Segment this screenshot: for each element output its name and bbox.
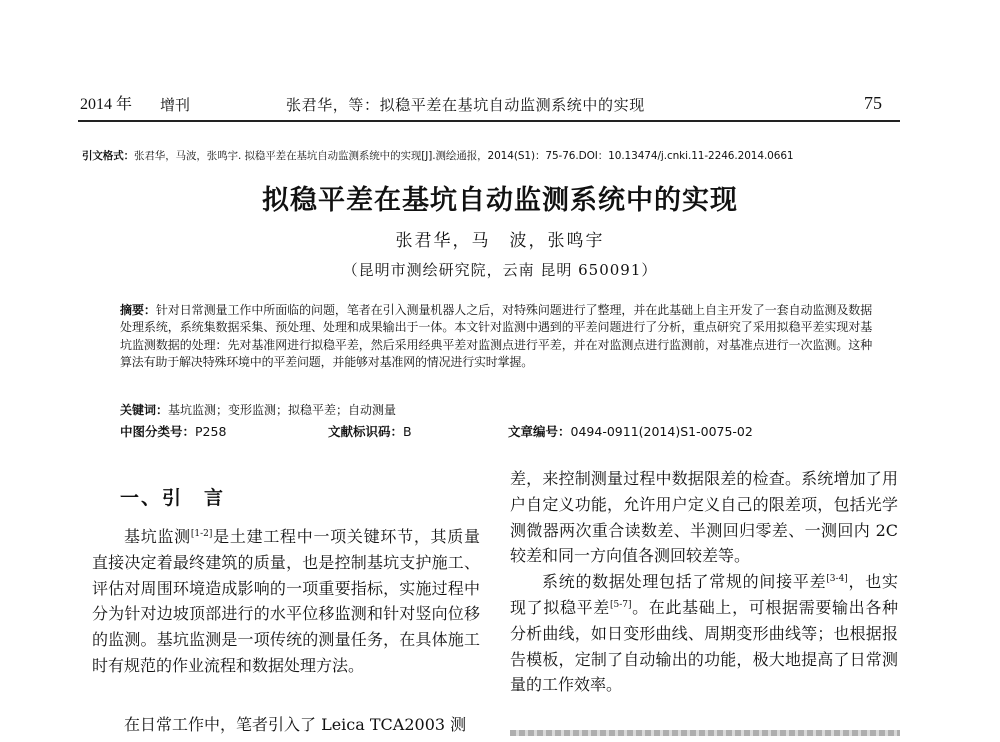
article-affiliation: （昆明市测绘研究院，云南 昆明 650091）	[342, 261, 658, 279]
header-issue: 增刊	[160, 96, 191, 114]
document-code-label: 文献标识码：	[328, 424, 404, 439]
body-paragraph	[510, 569, 898, 698]
body-paragraph-start: 在日常工作中，笔者引入了 Leica TCA2003 测	[124, 715, 467, 734]
document-code-value: B	[403, 424, 412, 439]
body-paragraph: 差，来控制测量过程中数据限差的检查。系统增加了用户自定义功能，允许用户定义自己的限差项，包括光学测微器两次重合读数差、半测回归零差、一测回内 2C 较差和同一方向值各测回较差等。	[510, 469, 898, 566]
article-number-value: 0494-0911(2014)S1-0075-02	[570, 424, 753, 439]
header-year: 2014 年	[80, 96, 133, 113]
header-rule	[78, 120, 900, 122]
clc-label: 中图分类号：	[120, 424, 196, 439]
body-text: 。在此基础上，可根据需要输出各种分析曲线，如日变形曲线、周期变形曲线等；也根据报告模板，定制了自动输出的功能，极大地提高了日常测量的工作效率。	[510, 597, 898, 695]
reference-marker: [5-7]	[609, 599, 632, 610]
abstract	[120, 302, 872, 371]
reference-marker: [3-4]	[826, 574, 848, 585]
body-column-left	[92, 524, 480, 679]
citation-line	[82, 149, 794, 163]
header-running-title: 张君华，等：拟稳平差在基坑自动监测系统中的实现	[286, 96, 645, 114]
clc-number	[120, 424, 226, 440]
citation-text: 张君华，马波，张鸣宇. 拟稳平差在基坑自动监测系统中的实现[J].测绘通报，2014(S1)：75-76.DOI：10.13474/j.cnki.11-2246.2014.0661	[134, 150, 794, 162]
article-authors: 张君华，马 波，张鸣宇	[395, 231, 605, 251]
body-column-right	[510, 466, 898, 698]
clc-value: P258	[195, 424, 227, 439]
body-text: ，也实现了拟稳平差	[510, 572, 898, 617]
reference-marker: [1-2]	[190, 529, 213, 539]
article-title: 拟稳平差在基坑自动监测系统中的实现	[262, 185, 738, 216]
document-code	[328, 424, 412, 440]
scan-artifact-bar	[510, 730, 900, 736]
keywords-label: 关键词：	[120, 403, 169, 417]
body-text: 系统的数据处理包括了常规的间接平差	[542, 572, 827, 592]
header-page-number: 75	[864, 93, 882, 113]
keywords-text: 基坑监测；变形监测；拟稳平差；自动测量	[168, 403, 397, 417]
article-number	[508, 424, 753, 440]
body-text: 基坑监测	[124, 527, 191, 546]
abstract-label: 摘要：	[120, 303, 156, 317]
article-number-label: 文章编号：	[508, 424, 571, 439]
section-heading-introduction: 一、引 言	[120, 487, 226, 509]
body-text: 是土建工程中一项关键环节，其质量直接决定着最终建筑的质量，也是控制基坑支护施工、评估对周围环境造成影响的一项重要指标，实施过程中分为针对边坡顶部进行的水平位移监测和针对竖向位移的监测。基坑监测是一项传统的测量任务，在具体施工时有规范的作业流程和数据处理方法。	[92, 527, 480, 675]
keywords	[120, 402, 396, 418]
citation-label: 引文格式：	[82, 150, 134, 162]
body-paragraph	[92, 524, 480, 679]
abstract-text: 针对日常测量工作中所面临的问题，笔者在引入测量机器人之后，对特殊问题进行了整理，并在此基础上自主开发了一套自动监测及数据处理系统，系统集数据采集、预处理、处理和成果输出于一体。本文针对监测中遇到的平差问题进行了分析，重点研究了采用拟稳平差实现对基坑监测数据的处理：先对基准网进行拟稳平差，然后采用经典平差对监测点进行平差，并在对监测点进行监测前，对基准点进行一次监测。这种算法有助于解决特殊环境中的平差问题，并能够对基准网的情况进行实时掌握。	[120, 303, 872, 369]
